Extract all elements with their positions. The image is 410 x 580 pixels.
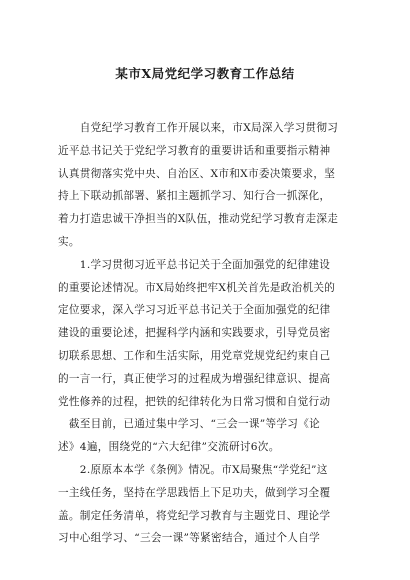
text-line: 切联系思想、工作和生活实际，用党章党规党纪约束自己 [58, 349, 331, 362]
paragraph-section-1 [58, 254, 354, 459]
text-line: 自党纪学习教育工作开展以来，市X局深入学习贯彻习 [58, 122, 339, 134]
text-line: 习中心组学习、“三会一课”等紧密结合，通过个人自学 [58, 532, 320, 545]
paragraph-intro [58, 117, 354, 254]
text-line: 持上下联动抓部署、紧扣主题抓学习、知行合一抓深化， [58, 190, 331, 203]
paragraph-section-2 [58, 459, 354, 550]
text-line: 定位要求，深入学习习近平总书记关于全面加强党的纪律 [58, 304, 331, 317]
text-line: 2.原原本本学《条例》情况。市X局聚焦“学党纪”这 [58, 463, 328, 476]
document-body [58, 117, 354, 550]
text-line: 1.学习贯彻习近平总书记关于全面加强党的纪律建设 [58, 258, 331, 271]
text-line: 的重要论述情况。市X局始终把牢X机关首先是政治机关的 [58, 281, 336, 294]
text-line: 的一言一行，真正使学习的过程成为增强纪律意识、提高 [58, 372, 331, 385]
text-line: 述》4遍，围绕党的“六大纪律”交流研讨6次。 [58, 441, 280, 454]
text-line: 实。 [58, 235, 80, 248]
document-title: 某市X局党纪学习教育工作总结 [115, 66, 295, 81]
text-line: 一主线任务，坚持在学思践悟上下足功夫，做到学习全覆 [58, 486, 331, 499]
text-line: 截至目前，已通过集中学习、“三会一课”等学习《论 [58, 418, 320, 431]
text-line: 近平总书记关于党纪学习教育的重要讲话和重要指示精神 [58, 144, 331, 157]
text-line: 盖。制定任务清单，将党纪学习教育与主题党日、理论学 [58, 509, 331, 522]
text-line: 建设的重要论述，把握科学内涵和实践要求，引导党员密 [58, 327, 331, 340]
text-line: 党性修养的过程，把铁的纪律转化为日常习惯和自觉行动 [58, 395, 331, 408]
text-line: 认真贯彻落实党中央、自治区、X市和X市委决策要求，坚 [58, 167, 336, 180]
text-line: 着力打造忠诚干净担当的X队伍，推动党纪学习教育走深走 [58, 213, 339, 226]
